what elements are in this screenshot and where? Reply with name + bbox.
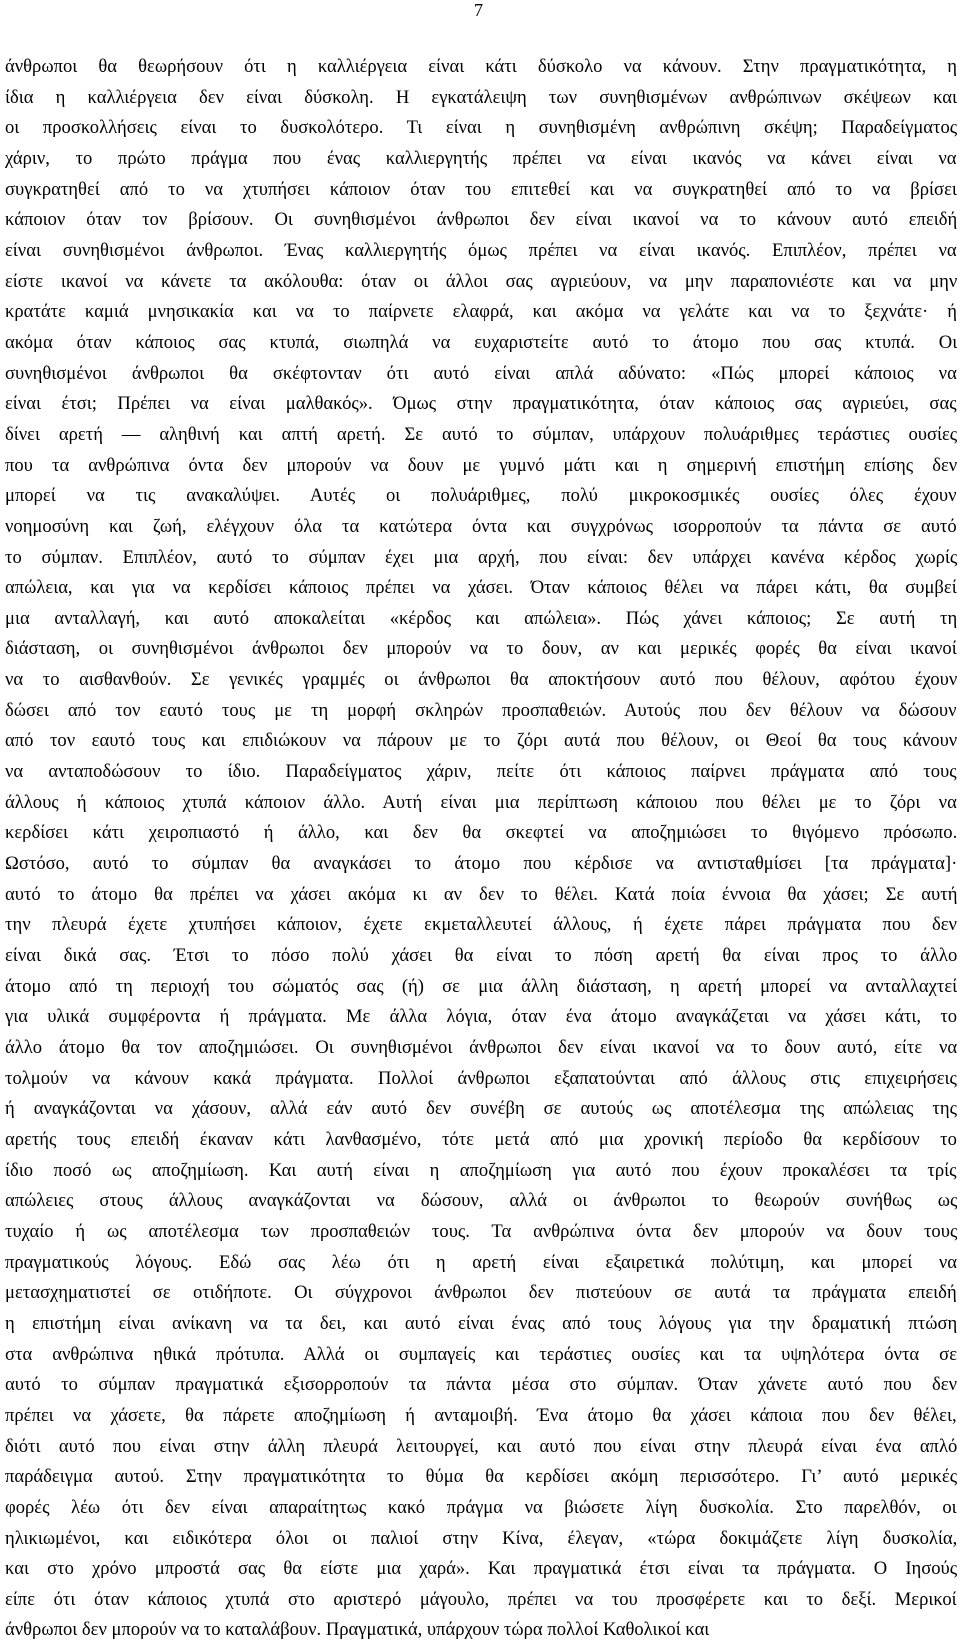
text-line: άνθρωποι θα θεωρήσουν ότι η καλλιέργεια είναι κάτι δύσκολο να κάνουν. Στην πραγματικότητα, η [5,56,957,77]
text-line: συγκρατηθεί από το να χτυπήσει κάποιον όταν του επιτεθεί και να συγκρατηθεί από το να βρίσει [5,178,957,200]
text-line: χάριν, το πρώτο πράγμα που ένας καλλιεργητής πρέπει να είναι ικανός να κάνει είναι να [5,147,957,169]
text-line: Ωστόσο, αυτό το σύμπαν θα αναγκάσει το άτομο που κέρδισε να αντισταθμίσει [τα πράγματα]· [5,853,957,875]
text-line: απώλειες στους άλλους αναγκάζονται να δώσουν, αλλά οι άνθρωποι το θεωρούν συνήθως ως [5,1190,957,1212]
text-line: μια ανταλλαγή, και αυτό αποκαλείται «κέρδος και απώλεια». Πώς χάνει κάποιος; Σε αυτή τη [5,607,957,629]
text-line: μετασχηματιστεί σε οτιδήποτε. Οι σύγχρονοι άνθρωποι δεν πιστεύουν σε αυτά τα πράγματα επειδή [5,1282,957,1304]
text-line: οι προσκολλήσεις είναι το δυσκολότερο. Τι είναι η συνηθισμένη ανθρώπινη σκέψη; Παραδείγματος [5,117,957,139]
text-line: άτομο από τη περιοχή του σώματός σας (ή) σε μια άλλη διάσταση, η αρετή μπορεί να ανταλλαχτεί [5,975,957,997]
text-line: άνθρωποι δεν μπορούν να το καταλάβουν. Πραγματικά, υπάρχουν τώρα πολλοί Καθολικοί και [5,1619,710,1641]
text-line: και στο χρόνο μπροστά σας θα είστε μια χαρά». Και πραγματικά έτσι είναι τα πράγματα. Ο Ιησούς [5,1558,957,1580]
text-line: συνηθισμένοι άνθρωποι θα σκέφτονταν ότι αυτό είναι απλά αδύνατο: «Πώς μπορεί κάποιος να [5,362,957,384]
text-line: αυτό το σύμπαν πραγματικά εξισορροπούν τα πάντα μέσα στο σύμπαν. Όταν χάνετε αυτό που δεν [5,1374,957,1396]
text-line: νοημοσύνη και ζωή, ελέγχουν όλα τα κατώτερα όντα και συγχρόνως ισορροπούν τα πάντα σε αυτό [5,515,957,537]
text-line: άλλο άτομο θα τον αποζημιώσει. Οι συνηθισμένοι άνθρωποι δεν είναι ικανοί να το δουν αυτό, είτε να [5,1037,957,1058]
text-line: κρατάτε καμιά μνησικακία και να το παίρνετε ελαφρά, και ακόμα να γελάτε και να το ξεχνάτε· ή [5,301,957,323]
text-line: δίνει αρετή — αληθινή και απτή αρετή. Σε αυτό το σύμπαν, υπάρχουν πολυάριθμες τεράστιες ουσίες [5,423,957,445]
text-line: ή αναγκάζονται να χάσουν, αλλά εάν αυτό δεν συνέβη σε αυτούς ως αποτέλεσμα της απώλειας της [5,1098,957,1120]
text-line: που τα ανθρώπινα όντα δεν μπορούν να δουν με γυμνό μάτι και η σημερινή επιστήμη επίσης δεν [5,454,957,476]
text-line: ίδιο ποσό ως αποζημίωση. Και αυτή είναι η αποζημίωση για αυτό που έχουν προκαλέσει τα τρίς [5,1159,957,1181]
text-line: τυχαίο ή ως αποτέλεσμα των προσπαθειών τους. Τα ανθρώπινα όντα δεν μπορούν να δουν τους [5,1220,957,1242]
page-number: 7 [474,0,483,20]
text-line: είναι έτσι; Πρέπει να είναι μαλθακός». Όμως στην πραγματικότητα, όταν κάποιος σας αγριεύει, σας [5,393,957,415]
text-line: είναι συνηθισμένοι άνθρωποι. Ένας καλλιεργητής όμως πρέπει να είναι ικανός. Επιπλέον, πρέπει να [5,239,957,261]
body-paragraph [5,52,957,1646]
text-line: είναι δικά σας. Έτσι το πόσο πολύ χάσει θα είναι το πόση αρετή θα είναι προς το άλλο [5,945,957,967]
text-line: το σύμπαν. Επιπλέον, αυτό το σύμπαν έχει μια αρχή, που είναι: δεν υπάρχει κανένα κέρδος χωρίς [5,546,957,568]
text-line: να ανταποδώσουν το ίδιο. Παραδείγματος χάριν, πείτε ότι κάποιος παίρνει πράγματα από τους [5,761,957,783]
text-line: πρέπει να χάσετε, θα πάρετε αποζημίωση ή ανταμοιβή. Ένα άτομο θα χάσει κάποια που δεν θέλει, [5,1404,957,1426]
text-line: μπορεί να τις ανακαλύψει. Αυτές οι πολυάριθμες, πολύ μικροκοσμικές ουσίες όλες έχουν [5,485,957,507]
text-line: αυτό το άτομο θα πρέπει να χάσει ακόμα κι αν δεν το θέλει. Κατά ποία έννοια θα χάσει; Σε αυτή [5,883,957,905]
text-line: ηλικιωμένοι, και ειδικότερα όλοι οι παλιοί στην Κίνα, έλεγαν, «τώρα δοκιμάζετε λίγη δυσκολία, [5,1527,957,1549]
text-line: η επιστήμη είναι ανίκανη να τα δει, και αυτό είναι ένας από τους λόγους για την δραματική πτώση [5,1312,957,1334]
text-line: είπε ότι όταν κάποιος χτυπά στο αριστερό μάγουλο, πρέπει να του προσφέρετε και το δεξί. Μερικοί [5,1588,957,1610]
text-line: είστε ικανοί να κάνετε τα ακόλουθα: όταν οι άλλοι σας αγριεύουν, να μην παραπονιέστε και να μην [5,270,957,292]
text-line: ακόμα όταν κάποιος σας κτυπά, σιωπηλά να ευχαριστείτε αυτό το άτομο που σας κτυπά. Οι [5,331,957,353]
text-line: πραγματικούς λόγους. Εδώ σας λέω ότι η αρετή είναι εξαιρετικά πολύτιμη, και μπορεί να [5,1251,957,1273]
text-line: αρετής τους επειδή έκαναν κάτι λανθασμένο, τότε μετά από μια χρονική περίοδο θα κερδίσουν το [5,1128,957,1150]
text-line: να το αισθανθούν. Σε γενικές γραμμές οι άνθρωποι θα αποκτήσουν αυτό που θέλουν, αφότου έχουν [5,669,957,691]
text-line: στα ανθρώπινα ηθικά πρότυπα. Αλλά οι συμπαγείς και τεράστιες ουσίες και τα υψηλότερα όντα σε [5,1343,957,1365]
text-line: κάποιον όταν τον βρίσουν. Οι συνηθισμένοι άνθρωποι δεν είναι ικανοί να το κάνουν αυτό επειδή [5,209,957,231]
text-line: από τον εαυτό τους και επιδιώκουν να πάρουν με το ζόρι αυτά που θέλουν, οι Θεοί θα τους κάνουν [5,730,957,752]
text-line: άλλους ή κάποιος χτυπά κάποιον άλλο. Αυτή είναι μια περίπτωση κάποιου που θέλει με το ζόρι να [5,791,957,813]
text-line: την πλευρά έχετε χτυπήσει κάποιον, έχετε εκμεταλλευτεί άλλους, ή έχετε πάρει πράγματα που δεν [5,914,957,936]
text-line: ίδια η καλλιέργεια δεν είναι δύσκολη. Η εγκατάλειψη των συνηθισμένων ανθρώπινων σκέψεων και [5,86,957,108]
text-line: τολμούν να κάνουν κακά πράγματα. Πολλοί άνθρωποι εξαπατούνται από άλλους στις επιχειρήσεις [5,1067,957,1089]
text-line: για υλικά συμφέροντα ή πράγματα. Με άλλα λόγια, όταν ένα άτομο αναγκάζεται να χάσει κάτι, το [5,1006,957,1028]
text-line: απώλεια, και για να κερδίσει κάποιος πρέπει να χάσει. Όταν κάποιος θέλει να πάρει κάτι, θα συμβεί [5,577,957,599]
text-line: παράδειγμα αυτού. Στην πραγματικότητα το θύμα θα κερδίσει ακόμη περισσότερο. Γι’ αυτό μερικές [5,1466,957,1488]
text-line: διότι αυτό που είναι στην άλλη πλευρά λειτουργεί, και αυτό που είναι στην πλευρά είναι ένα απλό [5,1435,957,1457]
text-line: κερδίσει κάτι χειροπιαστό ή άλλο, και δεν θα σκεφτεί να αποζημιώσει το θιγόμενο πρόσωπο. [5,822,957,844]
text-line: φορές λέω ότι δεν είναι απαραίτητως κακό πράγμα να βιώσετε λίγη δυσκολία. Στο παρελθόν, οι [5,1496,957,1518]
text-line: δώσει από τον εαυτό τους με τη μορφή σκληρών προσπαθειών. Αυτούς που δεν θέλουν να δώσουν [5,699,957,721]
text-line: διάσταση, οι συνηθισμένοι άνθρωποι δεν μπορούν να το δουν, αν και μερικές φορές θα είναι ικανοί [5,638,957,660]
